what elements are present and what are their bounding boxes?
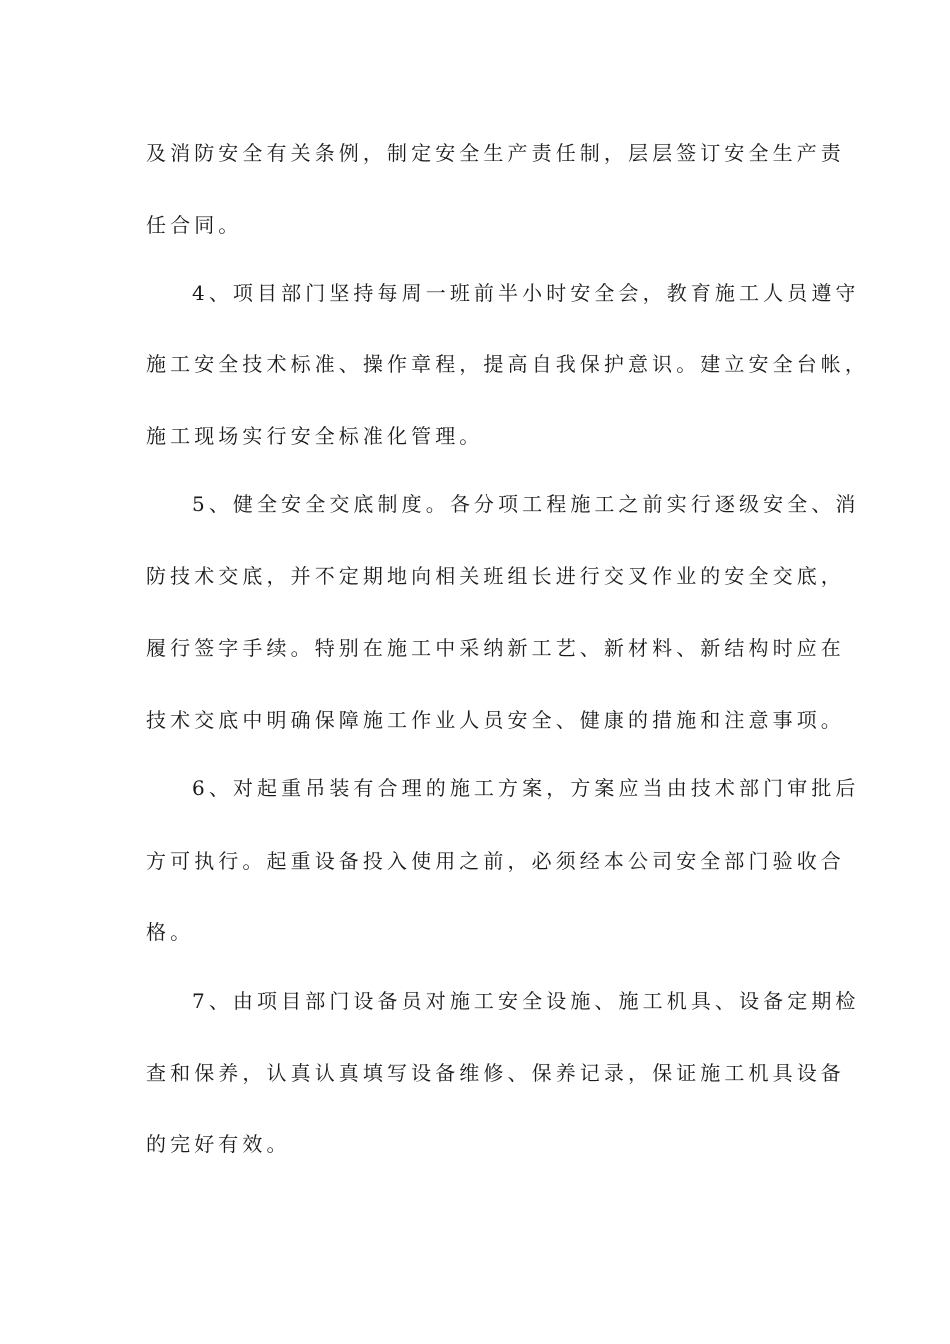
paragraph-5-start: 5、健全安全交底制度。各分项工程施工之前实行逐级安全、消 <box>192 492 860 516</box>
text-line: 防技术交底，并不定期地向相关班组长进行交叉作业的安全交底， <box>146 564 845 588</box>
text-line: 履行签字手续。特别在施工中采纳新工艺、新材料、新结构时应在 <box>146 636 845 660</box>
text-line: 方可执行。起重设备投入使用之前，必须经本公司安全部门验收合 <box>146 849 845 873</box>
text-line: 的完好有效。 <box>146 1132 291 1156</box>
text-line: 格。 <box>146 920 195 944</box>
paragraph-4-start: 4、项目部门坚持每周一班前半小时安全会，教育施工人员遵守 <box>192 281 860 305</box>
text-line: 施工安全技术标准、操作章程，提高自我保护意识。建立安全台帐， <box>146 352 869 376</box>
text-line: 技术交底中明确保障施工作业人员安全、健康的措施和注意事项。 <box>146 708 845 732</box>
paragraph-6-start: 6、对起重吊装有合理的施工方案，方案应当由技术部门审批后 <box>192 776 860 800</box>
paragraph-7-start: 7、由项目部门设备员对施工安全设施、施工机具、设备定期检 <box>192 989 860 1013</box>
text-line: 任合同。 <box>146 213 243 237</box>
text-line: 及消防安全有关条例，制定安全生产责任制，层层签订安全生产责 <box>146 141 845 165</box>
text-line: 查和保养，认真认真填写设备维修、保养记录，保证施工机具设备 <box>146 1061 845 1085</box>
text-line: 施工现场实行安全标准化管理。 <box>146 424 484 448</box>
